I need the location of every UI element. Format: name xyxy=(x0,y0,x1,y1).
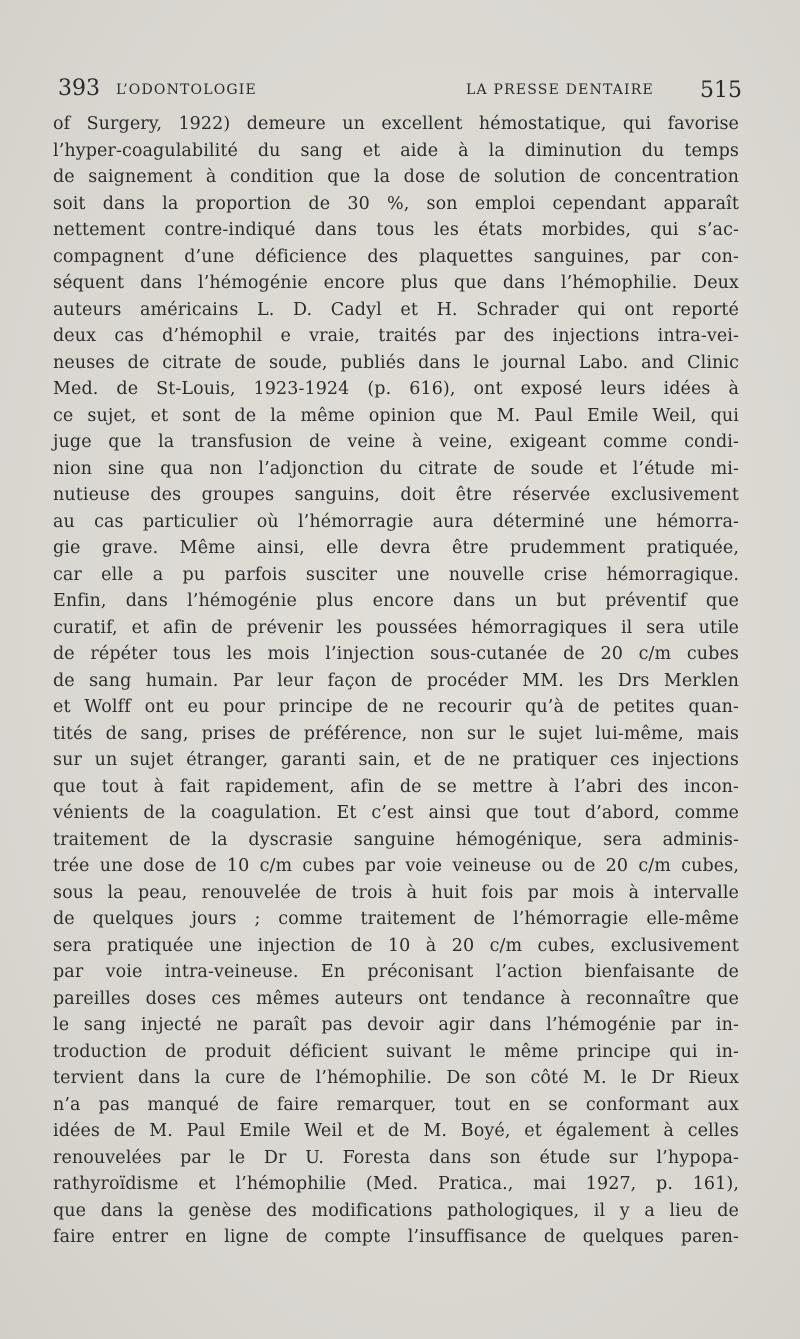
text-line: par voie intra-veineuse. En préconisant l’action bienfaisante de xyxy=(53,962,739,982)
text-line: trée une dose de 10 c/m cubes par voie veineuse ou de 20 c/m cubes, xyxy=(53,856,739,876)
left-page-number: 393 xyxy=(58,76,100,101)
text-line: juge que la transfusion de veine à veine, exigeant comme condi- xyxy=(53,432,739,452)
text-line: et Wolff ont eu pour principe de ne recourir qu’à de petites quan- xyxy=(53,697,739,717)
text-line: le sang injecté ne paraît pas devoir agir dans l’hémogénie par in- xyxy=(53,1015,739,1035)
text-line: l’hyper-coagulabilité du sang et aide à la diminution du temps xyxy=(53,140,739,161)
text-line: troduction de produit déficient suivant le même principe qui in- xyxy=(53,1041,739,1062)
text-line: neuses de citrate de soude, publiés dans le journal Labo. and Clinic xyxy=(53,352,739,373)
text-line: Enfin, dans l’hémogénie plus encore dans un but préventif que xyxy=(53,591,739,611)
text-line: Med. de St-Louis, 1923-1924 (p. 616), ont exposé leurs idées à xyxy=(53,379,739,399)
text-line: tités de sang, prises de préférence, non sur le sujet lui-même, mais xyxy=(53,723,739,744)
running-header xyxy=(58,74,740,110)
text-line: renouvelées par le Dr U. Foresta dans son étude sur l’hypopa- xyxy=(53,1147,739,1168)
text-line: séquent dans l’hémogénie encore plus que dans l’hémophilie. Deux xyxy=(53,273,739,293)
text-line: pareilles doses ces mêmes auteurs ont tendance à reconnaître que xyxy=(53,988,739,1009)
text-line: n’a pas manqué de faire remarquer, tout en se conformant aux xyxy=(53,1094,739,1115)
text-line: vénients de la coagulation. Et c’est ainsi que tout d’abord, comme xyxy=(53,803,739,823)
text-line: de répéter tous les mois l’injection sous-cutanée de 20 c/m cubes xyxy=(53,644,739,664)
left-running-title: L’ODONTOLOGIE xyxy=(116,82,257,98)
text-line: deux cas d’hémophil e vraie, traités par des injections intra-vei- xyxy=(53,326,739,346)
body-paragraph xyxy=(53,111,739,1251)
text-line: idées de M. Paul Emile Weil et de M. Boyé, et également à celles xyxy=(53,1121,739,1141)
text-line: rathyroïdisme et l’hémophilie (Med. Pratica., mai 1927, p. 161), xyxy=(53,1174,739,1194)
text-line: que dans la genèse des modifications pathologiques, il y a lieu de xyxy=(53,1200,739,1221)
text-line: of Surgery, 1922) demeure un excellent hémostatique, qui favorise xyxy=(53,114,739,134)
text-line: traitement de la dyscrasie sanguine hémogénique, sera adminis- xyxy=(53,829,739,850)
text-line: de quelques jours ; comme traitement de l’hémorragie elle-même xyxy=(53,909,739,929)
right-page-number: 515 xyxy=(700,78,742,103)
text-line: nion sine qua non l’adjonction du citrate de soude et l’étude mi- xyxy=(53,458,739,479)
text-line: gie grave. Même ainsi, elle devra être prudemment pratiquée, xyxy=(53,538,739,558)
text-line: que tout à fait rapidement, afin de se mettre à l’abri des incon- xyxy=(53,776,739,797)
text-line: faire entrer en ligne de compte l’insuffisance de quelques paren- xyxy=(53,1227,739,1247)
right-running-title: LA PRESSE DENTAIRE xyxy=(466,82,654,98)
text-line: sous la peau, renouvelée de trois à huit fois par mois à intervalle xyxy=(53,882,739,903)
text-line: de sang humain. Par leur façon de procéder MM. les Drs Merklen xyxy=(53,670,739,691)
text-line: sera pratiquée une injection de 10 à 20 c/m cubes, exclusivement xyxy=(53,935,739,956)
text-line: ce sujet, et sont de la même opinion que M. Paul Emile Weil, qui xyxy=(53,405,739,426)
text-line: curatif, et afin de prévenir les poussées hémorragiques il sera utile xyxy=(53,617,739,638)
text-line: auteurs américains L. D. Cadyl et H. Schrader qui ont reporté xyxy=(53,299,739,320)
text-line: car elle a pu parfois susciter une nouvelle crise hémorragique. xyxy=(53,564,739,585)
text-line: nettement contre-indiqué dans tous les états morbides, qui s’ac- xyxy=(53,220,739,240)
text-line: sur un sujet étranger, garanti sain, et de ne pratiquer ces injections xyxy=(53,750,739,770)
text-line: soit dans la proportion de 30 %, son emploi cependant apparaît xyxy=(53,193,739,214)
text-line: tervient dans la cure de l’hémophilie. De son côté M. le Dr Rieux xyxy=(53,1068,739,1088)
text-line: au cas particulier où l’hémorragie aura déterminé une hémorra- xyxy=(53,511,739,532)
text-line: de saignement à condition que la dose de solution de concentration xyxy=(53,167,739,187)
text-line: compagnent d’une déficience des plaquettes sanguines, par con- xyxy=(53,246,739,267)
text-line: nutieuse des groupes sanguins, doit être réservée exclusivement xyxy=(53,485,739,505)
